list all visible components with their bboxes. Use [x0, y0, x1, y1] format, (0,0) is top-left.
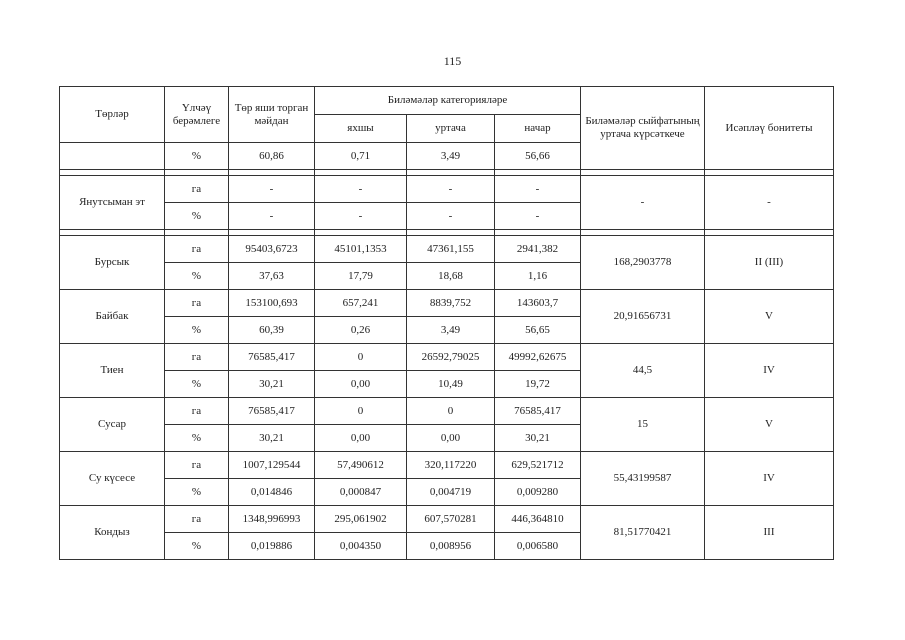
table-row: % 30,21 0,00 0,00 30,21	[60, 425, 834, 452]
avg-quality: 55,43199587	[581, 452, 705, 506]
table-row: Сусар га 76585,417 0 0 76585,417 15 V	[60, 398, 834, 425]
header-row	[60, 87, 834, 115]
avg-quality: 81,51770421	[581, 506, 705, 560]
table-row: % 0,019886 0,004350 0,008956 0,006580	[60, 533, 834, 560]
table-row: Янутсыман эт га - - - - - -	[60, 176, 834, 203]
avg-quality: -	[581, 176, 705, 230]
bonitet: -	[705, 176, 834, 230]
table-row: % 37,63 17,79 18,68 1,16	[60, 263, 834, 290]
species-name: Байбак	[60, 290, 165, 344]
bonitet: IV	[705, 344, 834, 398]
bonitet: III	[705, 506, 834, 560]
table-row: Тиен га 76585,417 0 26592,79025 49992,62675 44,5 IV	[60, 344, 834, 371]
table-row: % 0,014846 0,000847 0,004719 0,009280	[60, 479, 834, 506]
header-bonitet: Исәпләү бонитеты	[705, 87, 834, 170]
species-name: Тиен	[60, 344, 165, 398]
species-name: Янутсыман эт	[60, 176, 165, 230]
species-habitat-table	[59, 86, 834, 560]
bonitet: II (III)	[705, 236, 834, 290]
header-percent-area: 60,86	[229, 143, 315, 170]
header-poor: начар	[495, 115, 581, 143]
header-unit: Үлчәү берәмлеге	[165, 87, 229, 143]
species-name: Кондыз	[60, 506, 165, 560]
table-row: Су күсесе га 1007,129544 57,490612 320,117220 629,521712 55,43199587 IV	[60, 452, 834, 479]
header-percent-medium: 3,49	[407, 143, 495, 170]
bonitet: V	[705, 398, 834, 452]
header-percent-blank	[60, 143, 165, 170]
header-land-categories: Биләмәләр категорияләре	[315, 87, 581, 115]
species-name: Бурсык	[60, 236, 165, 290]
header-species: Төрләр	[60, 87, 165, 143]
avg-quality: 44,5	[581, 344, 705, 398]
avg-quality: 20,91656731	[581, 290, 705, 344]
header-medium: уртача	[407, 115, 495, 143]
bonitet: V	[705, 290, 834, 344]
avg-quality: 168,2903778	[581, 236, 705, 290]
table-row: % 60,39 0,26 3,49 56,65	[60, 317, 834, 344]
table-row: % - - - -	[60, 203, 834, 230]
table-row: % 30,21 0,00 10,49 19,72	[60, 371, 834, 398]
bonitet: IV	[705, 452, 834, 506]
species-name: Сусар	[60, 398, 165, 452]
header-good: яхшы	[315, 115, 407, 143]
header-avg-quality: Биләмәләр сыйфатының уртача күрсәткече	[581, 87, 705, 170]
avg-quality: 15	[581, 398, 705, 452]
header-percent-poor: 56,66	[495, 143, 581, 170]
table-row: Кондыз га 1348,996993 295,061902 607,570281 446,364810 81,51770421 III	[60, 506, 834, 533]
page-number: 115	[443, 54, 462, 68]
table-row: Байбак га 153100,693 657,241 8839,752 143603,7 20,91656731 V	[60, 290, 834, 317]
header-habitat-area: Төр яши торган мәйдан	[229, 87, 315, 143]
header-percent-unit: %	[165, 143, 229, 170]
species-name: Су күсесе	[60, 452, 165, 506]
header-percent-good: 0,71	[315, 143, 407, 170]
table-row: Бурсык га 95403,6723 45101,1353 47361,155 2941,382 168,2903778 II (III)	[60, 236, 834, 263]
